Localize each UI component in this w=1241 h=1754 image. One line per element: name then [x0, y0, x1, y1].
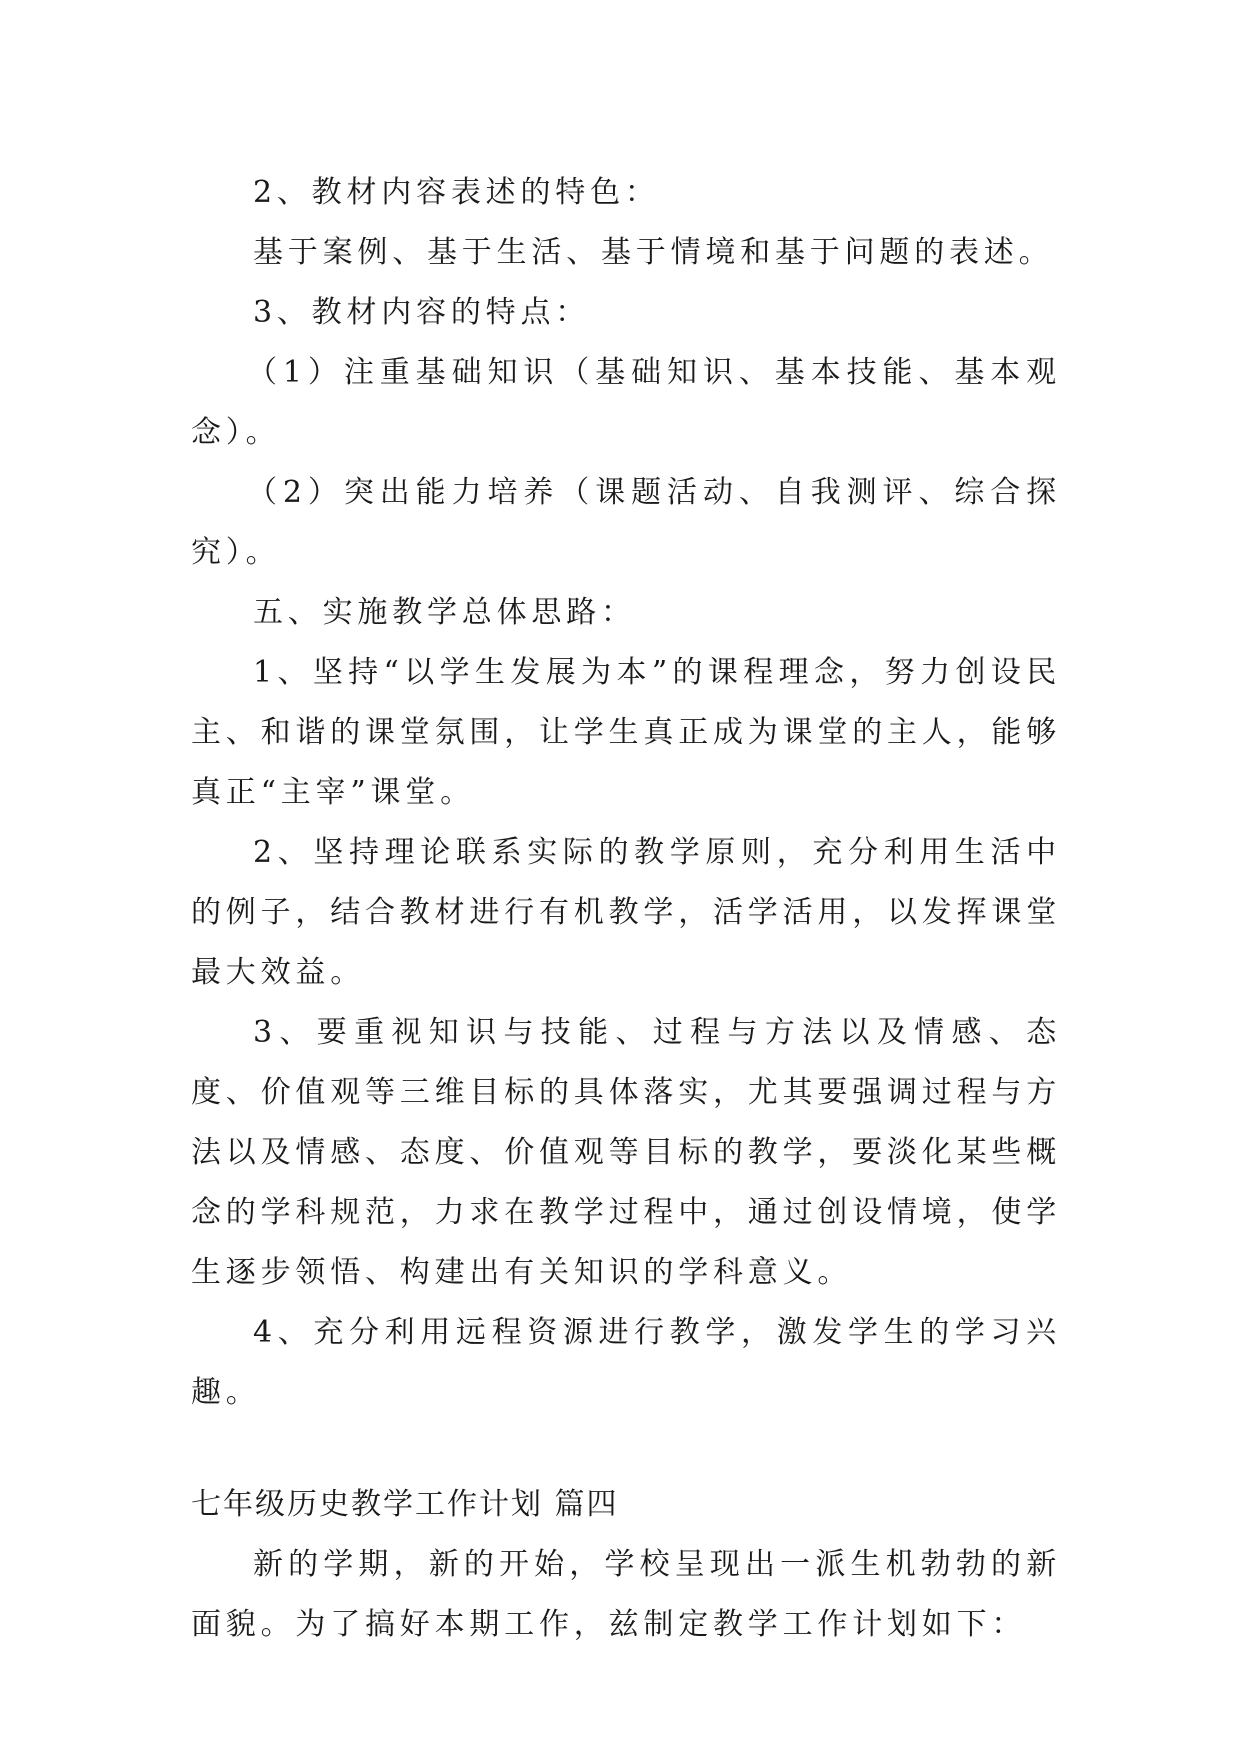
section-spacer: [191, 1423, 1061, 1475]
paragraph-approach-1: 1、坚持“以学生发展为本”的课程理念，努力创设民主、和谐的课堂氛围，让学生真正成为课堂的主人，能够真正“主宰”课堂。: [191, 655, 1061, 810]
paragraph-approach-4: 4、充分利用远程资源进行教学，激发学生的学习兴趣。: [191, 1315, 1061, 1410]
paragraph-approach-3: 3、要重视知识与技能、过程与方法以及情感、态度、价值观等三维目标的具体落实，尤其要强调过程与方法以及情感、态度、价值观等目标的教学，要淡化某些概念的学科规范，力求在教学过程中，通过创设情境，使学生逐步领悟、构建出有关知识的学科意义。: [191, 1015, 1061, 1290]
section-heading: 七年级历史教学工作计划 篇四: [191, 1487, 619, 1522]
paragraph-feature-ability: （2）突出能力培养（课题活动、自我测评、综合探究）。: [191, 475, 1061, 570]
paragraph-feature-basic-knowledge: （1）注重基础知识（基础知识、基本技能、基本观念）。: [191, 355, 1061, 450]
paragraph-textbook-style-text: 基于案例、基于生活、基于情境和基于问题的表述。: [253, 235, 1054, 270]
paragraph-textbook-style-heading: 2、教材内容表述的特色：: [253, 175, 660, 210]
document-body: [191, 163, 1061, 1655]
paragraph-textbook-features-heading: 3、教材内容的特点：: [253, 295, 591, 330]
paragraph-teaching-approach-heading: 五、实施教学总体思路：: [253, 595, 636, 630]
paragraph-new-semester: 新的学期，新的开始，学校呈现出一派生机勃勃的新面貌。为了搞好本期工作，兹制定教学工作计划如下：: [191, 1547, 1061, 1642]
paragraph-approach-2: 2、坚持理论联系实际的教学原则，充分利用生活中的例子，结合教材进行有机教学，活学活用，以发挥课堂最大效益。: [191, 835, 1061, 990]
